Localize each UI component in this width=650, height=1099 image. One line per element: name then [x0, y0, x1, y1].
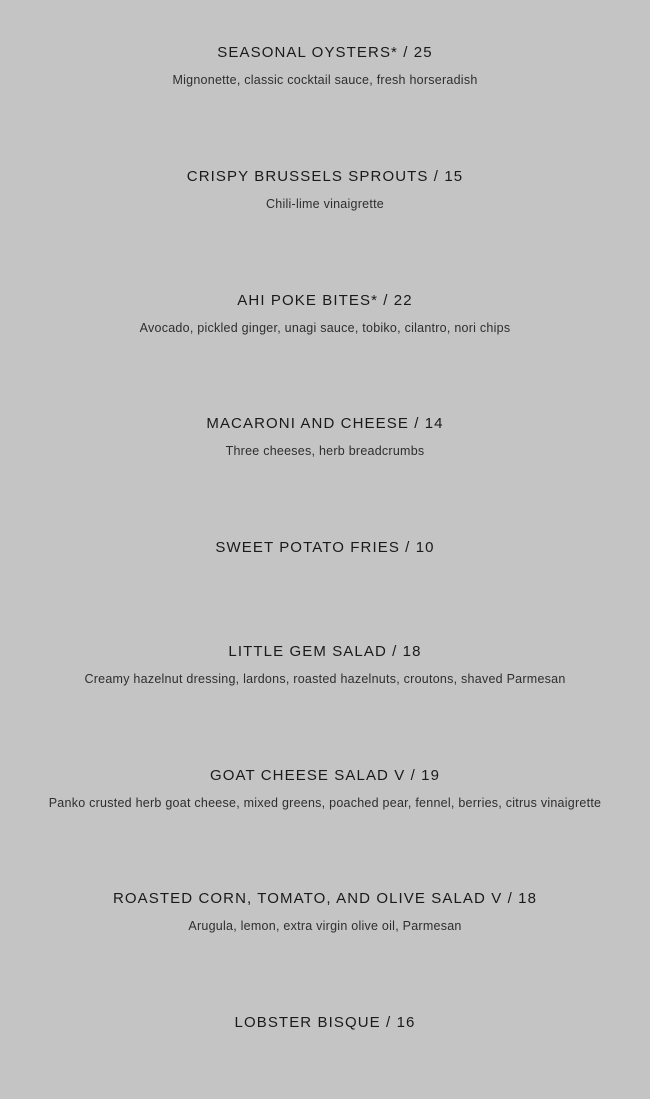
menu-item-title: CRISPY BRUSSELS SPROUTS / 15: [186, 168, 464, 185]
menu-item-crispy-brussels-sprouts: [0, 168, 650, 212]
menu-item-lobster-bisque: [0, 1014, 650, 1032]
menu-item-description: Avocado, pickled ginger, unagi sauce, tobiko, cilantro, nori chips: [139, 321, 511, 335]
menu-item-roasted-corn-tomato-olive-salad: [0, 890, 650, 934]
menu-item-description: Chili-lime vinaigrette: [265, 197, 385, 211]
menu-item-title: LITTLE GEM SALAD / 18: [228, 643, 422, 660]
menu-item-title: SWEET POTATO FRIES / 10: [215, 539, 435, 556]
menu-item-sweet-potato-fries: [0, 539, 650, 557]
menu-item-ahi-poke-bites: [0, 292, 650, 336]
menu-item-macaroni-and-cheese: [0, 415, 650, 459]
menu-item-title: GOAT CHEESE SALAD V / 19: [209, 767, 441, 784]
menu-item-description: Creamy hazelnut dressing, lardons, roasted hazelnuts, croutons, shaved Parmesan: [84, 672, 566, 686]
menu-item-seasonal-oysters: [0, 44, 650, 88]
menu-item-title: ROASTED CORN, TOMATO, AND OLIVE SALAD V / 18: [112, 890, 538, 907]
menu-item-title: SEASONAL OYSTERS* / 25: [217, 44, 433, 61]
menu-item-description: Mignonette, classic cocktail sauce, fresh horseradish: [172, 73, 478, 87]
menu-item-title: LOBSTER BISQUE / 16: [234, 1014, 416, 1031]
menu-item-description: Panko crusted herb goat cheese, mixed greens, poached pear, fennel, berries, citrus vinaigrette: [48, 796, 602, 810]
menu-item-title: MACARONI AND CHEESE / 14: [206, 415, 444, 432]
menu-item-goat-cheese-salad: [0, 767, 650, 811]
menu-item-title: AHI POKE BITES* / 22: [237, 292, 413, 309]
menu-item-description: Arugula, lemon, extra virgin olive oil, Parmesan: [188, 919, 462, 933]
menu-item-little-gem-salad: [0, 643, 650, 687]
menu-item-description: Three cheeses, herb breadcrumbs: [225, 444, 425, 458]
